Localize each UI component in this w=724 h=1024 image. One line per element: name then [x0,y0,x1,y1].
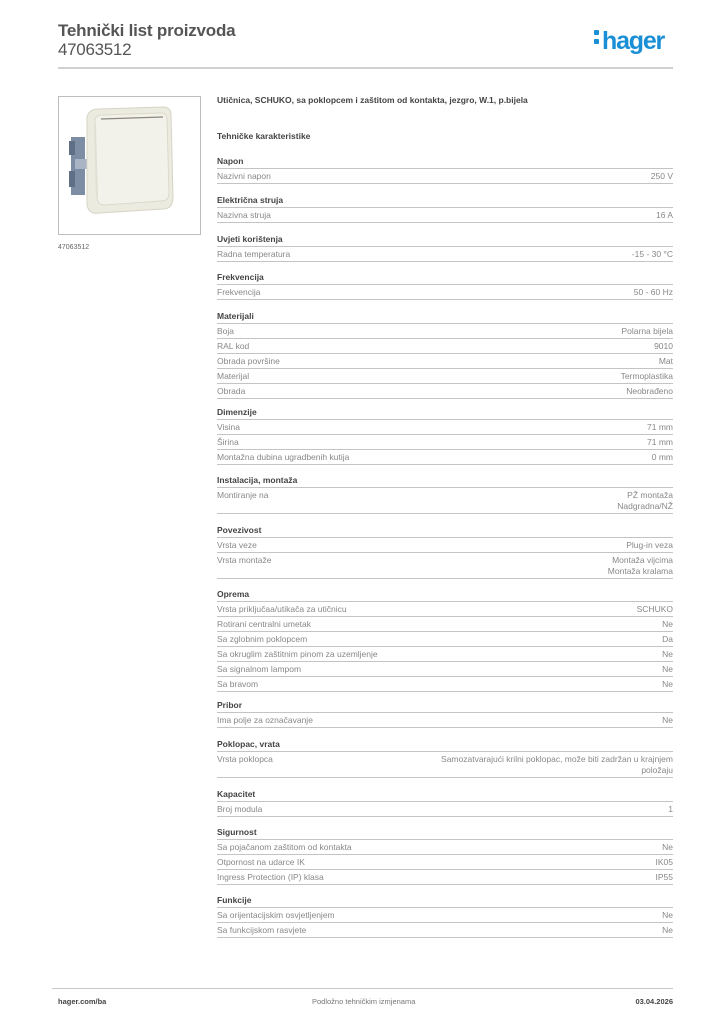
group-title: Napon [217,155,673,169]
spec-row [217,677,673,692]
spec-group-pribor [217,699,673,728]
spec-label: Vrsta montaže [217,555,272,565]
spec-value: Termoplastika [620,371,673,381]
spec-label: Nazivna struja [217,210,271,220]
spec-label: Vrsta poklopca [217,754,273,764]
spec-value: Polarna bijela [621,326,673,336]
spec-label: Sa bravom [217,679,259,689]
spec-value: Ne [662,649,673,659]
spec-row [217,488,673,514]
spec-value: Ne [662,925,673,935]
spec-row [217,384,673,399]
spec-label: Vrsta veze [217,540,257,550]
header-divider [58,67,673,69]
spec-row [217,602,673,617]
group-title: Sigurnost [217,826,673,840]
spec-row [217,923,673,938]
document-title: Tehnički list proizvoda [58,21,236,40]
spec-label: Montiranje na [217,490,269,500]
spec-value: Montaža vijcima Montaža kralama [607,555,673,576]
spec-label: Nazivni napon [217,171,271,181]
socket-illustration-icon [59,97,200,234]
group-title: Povezivost [217,524,673,538]
spec-group-povezivost [217,524,673,579]
spec-row [217,632,673,647]
spec-label: Obrada [217,386,246,396]
spec-group-sigurnost [217,826,673,885]
spec-row [217,435,673,450]
group-title: Funkcije [217,894,673,908]
spec-row [217,855,673,870]
spec-value: 50 - 60 Hz [633,287,673,297]
spec-row [217,647,673,662]
spec-group-funkcije [217,894,673,938]
spec-group-dimenzije [217,406,673,465]
group-title: Električna struja [217,194,673,208]
product-number: 47063512 [58,40,132,59]
spec-row [217,450,673,465]
spec-value: 0 mm [651,452,673,462]
spec-label: Širina [217,437,239,447]
spec-value: -15 - 30 °C [631,249,673,259]
spec-value: Plug-in veza [626,540,673,550]
spec-row [217,354,673,369]
product-image [58,96,201,235]
group-title: Dimenzije [217,406,673,420]
spec-group-oprema [217,588,673,692]
spec-row [217,553,673,579]
spec-label: Materijal [217,371,250,381]
spec-label: Rotirani centralni umetak [217,619,312,629]
spec-label: Frekvencija [217,287,261,297]
spec-row [217,617,673,632]
product-title: Utičnica, SCHUKO, sa poklopcem i zaštitom od kontakta, jezgro, W.1, p.bijela [217,95,528,105]
spec-row [217,538,673,553]
spec-group-poklopac-vrata [217,738,673,778]
spec-value: 16 A [655,210,673,220]
spec-value: 71 mm [647,437,673,447]
spec-group-frekvencija [217,271,673,300]
spec-value: Samozatvarajući krilni poklopac, može biti zadržan u krajnjem položaju [441,754,673,775]
spec-group-napon [217,155,673,184]
spec-label: Obrada površine [217,356,280,366]
spec-label: Ima polje za označavanje [217,715,313,725]
spec-group-kapacitet [217,788,673,817]
spec-value: Ne [662,842,673,852]
footer-notice: Podložno tehničkim izmjenama [312,997,416,1006]
spec-row [217,802,673,817]
group-title: Frekvencija [217,271,673,285]
spec-row [217,369,673,384]
spec-row [217,420,673,435]
spec-row [217,662,673,677]
spec-value: IK05 [655,857,673,867]
spec-row [217,208,673,223]
spec-value: Neobrađeno [626,386,673,396]
footer-date: 03.04.2026 [635,997,673,1006]
spec-group-elektricna-struja [217,194,673,223]
spec-value: 9010 [654,341,673,351]
spec-label: Sa funkcijskom rasvjete [217,925,307,935]
spec-row [217,169,673,184]
spec-label: Radna temperatura [217,249,291,259]
spec-row [217,339,673,354]
spec-label: Broj modula [217,804,263,814]
spec-label: Sa pojačanom zaštitom od kontakta [217,842,352,852]
spec-label: Vrsta priključaa/utikača za utičnicu [217,604,347,614]
image-caption: 47063512 [58,244,90,251]
group-title: Uvjeti korištenja [217,233,673,247]
spec-label: Sa zglobnim poklopcem [217,634,308,644]
spec-value: IP55 [655,872,673,882]
spec-row [217,840,673,855]
spec-row [217,752,673,778]
spec-row [217,324,673,339]
spec-group-instalacija-montaza [217,474,673,514]
spec-value: Ne [662,679,673,689]
spec-value: Da [662,634,673,644]
footer-website-link[interactable]: hager.com/ba [58,997,107,1006]
spec-label: Boja [217,326,235,336]
group-title: Pribor [217,699,673,713]
spec-row [217,908,673,923]
group-title: Materijali [217,310,673,324]
group-title: Kapacitet [217,788,673,802]
spec-value: Mat [658,356,673,366]
spec-value: SCHUKO [636,604,673,614]
spec-value: 71 mm [647,422,673,432]
spec-group-uvjeti-koristenja [217,233,673,262]
spec-label: RAL kod [217,341,250,351]
spec-label: Ingress Protection (IP) klasa [217,872,324,882]
spec-value: Ne [662,715,673,725]
spec-value: PŽ montaža Nadgradna/NŽ [617,490,673,511]
group-title: Oprema [217,588,673,602]
footer-divider [52,988,673,989]
spec-row [217,713,673,728]
spec-label: Sa okruglim zaštitnim pinom za uzemljenje [217,649,378,659]
spec-label: Montažna dubina ugradbenih kutija [217,452,350,462]
spec-group-materijali [217,310,673,399]
logo-colon-icon [594,26,600,48]
spec-value: Ne [662,619,673,629]
spec-row [217,870,673,885]
section-title: Tehničke karakteristike [217,131,311,141]
group-title: Instalacija, montaža [217,474,673,488]
spec-label: Sa signalnom lampom [217,664,302,674]
spec-value: Ne [662,664,673,674]
spec-label: Sa orijentacijskim osvjetljenjem [217,910,335,920]
spec-label: Visina [217,422,240,432]
spec-value: 250 V [650,171,673,181]
group-title: Poklopac, vrata [217,738,673,752]
spec-label: Otpornost na udarce IK [217,857,305,867]
spec-row [217,247,673,262]
spec-value: 1 [668,804,673,814]
spec-row [217,285,673,300]
hager-logo: hager [594,27,664,56]
spec-value: Ne [662,910,673,920]
